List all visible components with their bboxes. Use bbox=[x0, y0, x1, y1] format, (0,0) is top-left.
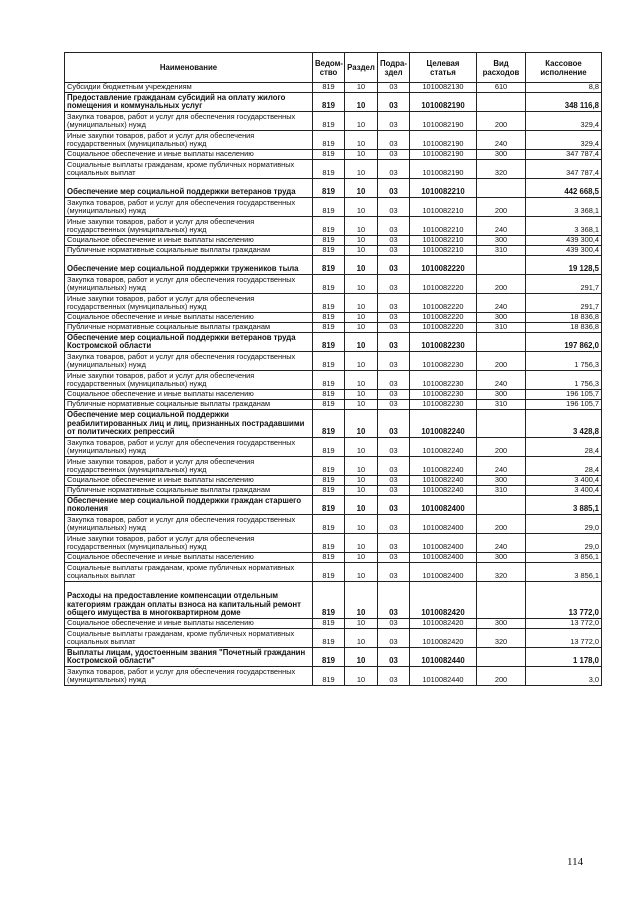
table-row bbox=[65, 667, 602, 686]
cell-name: Закупка товаров, работ и услуг для обеспечения государственных (муниципальных) нужд bbox=[65, 112, 313, 131]
cell-name: Иные закупки товаров, работ и услуг для обеспечения государственных (муниципальных) нужд bbox=[65, 131, 313, 150]
cell-department: 819 bbox=[313, 534, 345, 553]
cell-cash-execution: 439 300,4 bbox=[526, 236, 602, 246]
cell-section: 10 bbox=[345, 323, 378, 333]
cell-section: 10 bbox=[345, 371, 378, 390]
cell-section: 10 bbox=[345, 582, 378, 619]
cell-section: 10 bbox=[345, 486, 378, 496]
cell-department: 819 bbox=[313, 563, 345, 582]
cell-name: Социальное обеспечение и иные выплаты населению bbox=[65, 313, 313, 323]
header-cash-execution: Кассовое исполнение bbox=[526, 53, 602, 83]
table-row bbox=[65, 476, 602, 486]
cell-name: Социальные выплаты гражданам, кроме публичных нормативных социальных выплат bbox=[65, 629, 313, 648]
cell-expense-type: 200 bbox=[477, 198, 526, 217]
cell-cash-execution: 8,8 bbox=[526, 83, 602, 93]
cell-section: 10 bbox=[345, 438, 378, 457]
cell-target-article: 1010082400 bbox=[410, 515, 477, 534]
page-number: 114 bbox=[567, 856, 584, 868]
cell-subsection: 03 bbox=[378, 563, 410, 582]
cell-expense-type: 610 bbox=[477, 83, 526, 93]
cell-cash-execution: 347 787,4 bbox=[526, 160, 602, 179]
cell-department: 819 bbox=[313, 496, 345, 515]
cell-department: 819 bbox=[313, 217, 345, 236]
cell-expense-type: 200 bbox=[477, 515, 526, 534]
table-row bbox=[65, 438, 602, 457]
table-row bbox=[65, 371, 602, 390]
cell-section: 10 bbox=[345, 131, 378, 150]
cell-cash-execution: 347 787,4 bbox=[526, 150, 602, 160]
cell-target-article: 1010082190 bbox=[410, 150, 477, 160]
table-row bbox=[65, 390, 602, 400]
cell-subsection: 03 bbox=[378, 93, 410, 112]
cell-expense-type: 300 bbox=[477, 236, 526, 246]
cell-cash-execution: 13 772,0 bbox=[526, 619, 602, 629]
cell-subsection: 03 bbox=[378, 150, 410, 160]
cell-expense-type: 320 bbox=[477, 629, 526, 648]
cell-cash-execution: 29,0 bbox=[526, 534, 602, 553]
cell-target-article: 1010082190 bbox=[410, 112, 477, 131]
cell-department: 819 bbox=[313, 619, 345, 629]
cell-expense-type bbox=[477, 93, 526, 112]
cell-department: 819 bbox=[313, 323, 345, 333]
cell-target-article: 1010082190 bbox=[410, 131, 477, 150]
cell-section: 10 bbox=[345, 236, 378, 246]
cell-subsection: 03 bbox=[378, 256, 410, 275]
cell-expense-type bbox=[477, 256, 526, 275]
cell-department: 819 bbox=[313, 667, 345, 686]
cell-subsection: 03 bbox=[378, 131, 410, 150]
cell-cash-execution: 1 178,0 bbox=[526, 648, 602, 667]
table-row bbox=[65, 629, 602, 648]
cell-section: 10 bbox=[345, 179, 378, 198]
cell-section: 10 bbox=[345, 534, 378, 553]
cell-cash-execution: 3 428,8 bbox=[526, 410, 602, 438]
cell-section: 10 bbox=[345, 619, 378, 629]
cell-expense-type: 240 bbox=[477, 217, 526, 236]
cell-cash-execution: 442 668,5 bbox=[526, 179, 602, 198]
cell-section: 10 bbox=[345, 294, 378, 313]
header-target-article: Целевая статья bbox=[410, 53, 477, 83]
cell-subsection: 03 bbox=[378, 534, 410, 553]
table-row bbox=[65, 333, 602, 352]
cell-section: 10 bbox=[345, 246, 378, 256]
table-row bbox=[65, 553, 602, 563]
cell-section: 10 bbox=[345, 410, 378, 438]
cell-section: 10 bbox=[345, 400, 378, 410]
cell-expense-type: 240 bbox=[477, 371, 526, 390]
table-row bbox=[65, 534, 602, 553]
cell-department: 819 bbox=[313, 83, 345, 93]
cell-name: Закупка товаров, работ и услуг для обеспечения государственных (муниципальных) нужд bbox=[65, 438, 313, 457]
cell-department: 819 bbox=[313, 112, 345, 131]
cell-name: Обеспечение мер социальной поддержки граждан старшего поколения bbox=[65, 496, 313, 515]
cell-expense-type: 300 bbox=[477, 150, 526, 160]
cell-department: 819 bbox=[313, 313, 345, 323]
cell-expense-type: 300 bbox=[477, 553, 526, 563]
cell-target-article: 1010082210 bbox=[410, 246, 477, 256]
cell-cash-execution: 28,4 bbox=[526, 457, 602, 476]
table-row bbox=[65, 256, 602, 275]
cell-expense-type bbox=[477, 179, 526, 198]
cell-name: Социальное обеспечение и иные выплаты населению bbox=[65, 619, 313, 629]
cell-expense-type: 310 bbox=[477, 323, 526, 333]
cell-target-article: 1010082210 bbox=[410, 198, 477, 217]
table-row bbox=[65, 486, 602, 496]
cell-department: 819 bbox=[313, 93, 345, 112]
cell-cash-execution: 3 856,1 bbox=[526, 563, 602, 582]
table-row bbox=[65, 457, 602, 476]
cell-section: 10 bbox=[345, 217, 378, 236]
cell-section: 10 bbox=[345, 112, 378, 131]
cell-expense-type bbox=[477, 333, 526, 352]
cell-subsection: 03 bbox=[378, 629, 410, 648]
cell-subsection: 03 bbox=[378, 217, 410, 236]
cell-target-article: 1010082240 bbox=[410, 438, 477, 457]
cell-expense-type: 200 bbox=[477, 438, 526, 457]
cell-cash-execution: 291,7 bbox=[526, 275, 602, 294]
cell-cash-execution: 3,0 bbox=[526, 667, 602, 686]
cell-name: Обеспечение мер социальной поддержки ветеранов труда Костромской области bbox=[65, 333, 313, 352]
cell-target-article: 1010082230 bbox=[410, 371, 477, 390]
table-row bbox=[65, 563, 602, 582]
cell-cash-execution: 329,4 bbox=[526, 112, 602, 131]
cell-department: 819 bbox=[313, 179, 345, 198]
cell-target-article: 1010082190 bbox=[410, 93, 477, 112]
cell-cash-execution: 3 856,1 bbox=[526, 553, 602, 563]
cell-subsection: 03 bbox=[378, 323, 410, 333]
cell-cash-execution: 3 400,4 bbox=[526, 486, 602, 496]
cell-department: 819 bbox=[313, 256, 345, 275]
cell-section: 10 bbox=[345, 256, 378, 275]
cell-section: 10 bbox=[345, 648, 378, 667]
cell-name: Закупка товаров, работ и услуг для обеспечения государственных (муниципальных) нужд bbox=[65, 198, 313, 217]
cell-department: 819 bbox=[313, 131, 345, 150]
cell-subsection: 03 bbox=[378, 294, 410, 313]
cell-subsection: 03 bbox=[378, 179, 410, 198]
cell-cash-execution: 3 400,4 bbox=[526, 476, 602, 486]
cell-target-article: 1010082400 bbox=[410, 496, 477, 515]
cell-cash-execution: 3 368,1 bbox=[526, 198, 602, 217]
cell-cash-execution: 3 368,1 bbox=[526, 217, 602, 236]
cell-department: 819 bbox=[313, 333, 345, 352]
cell-target-article: 1010082210 bbox=[410, 236, 477, 246]
cell-subsection: 03 bbox=[378, 160, 410, 179]
header-name: Наименование bbox=[65, 53, 313, 83]
cell-section: 10 bbox=[345, 198, 378, 217]
cell-name: Расходы на предоставление компенсации отдельным категориям граждан оплаты взноса на капитальный ремонт общего имущества в многоквартирном доме bbox=[65, 582, 313, 619]
cell-name: Публичные нормативные социальные выплаты гражданам bbox=[65, 486, 313, 496]
cell-department: 819 bbox=[313, 160, 345, 179]
cell-expense-type: 310 bbox=[477, 400, 526, 410]
cell-cash-execution: 1 756,3 bbox=[526, 352, 602, 371]
cell-expense-type: 300 bbox=[477, 390, 526, 400]
cell-target-article: 1010082230 bbox=[410, 400, 477, 410]
cell-expense-type bbox=[477, 496, 526, 515]
table-row bbox=[65, 236, 602, 246]
cell-expense-type: 240 bbox=[477, 131, 526, 150]
cell-name: Обеспечение мер социальной поддержки тружеников тыла bbox=[65, 256, 313, 275]
cell-target-article: 1010082240 bbox=[410, 486, 477, 496]
cell-department: 819 bbox=[313, 150, 345, 160]
table-row bbox=[65, 619, 602, 629]
cell-target-article: 1010082130 bbox=[410, 83, 477, 93]
cell-cash-execution: 19 128,5 bbox=[526, 256, 602, 275]
table-row bbox=[65, 352, 602, 371]
cell-name: Социальное обеспечение и иные выплаты населению bbox=[65, 390, 313, 400]
cell-subsection: 03 bbox=[378, 582, 410, 619]
header-subsection: Подра- здел bbox=[378, 53, 410, 83]
cell-section: 10 bbox=[345, 629, 378, 648]
cell-name: Закупка товаров, работ и услуг для обеспечения государственных (муниципальных) нужд bbox=[65, 515, 313, 534]
cell-name: Социальное обеспечение и иные выплаты населению bbox=[65, 553, 313, 563]
cell-target-article: 1010082220 bbox=[410, 275, 477, 294]
cell-cash-execution: 3 885,1 bbox=[526, 496, 602, 515]
table-row bbox=[65, 294, 602, 313]
cell-department: 819 bbox=[313, 352, 345, 371]
cell-target-article: 1010082440 bbox=[410, 667, 477, 686]
cell-department: 819 bbox=[313, 457, 345, 476]
cell-expense-type: 300 bbox=[477, 619, 526, 629]
table-row bbox=[65, 323, 602, 333]
cell-cash-execution: 18 836,8 bbox=[526, 313, 602, 323]
cell-subsection: 03 bbox=[378, 457, 410, 476]
cell-department: 819 bbox=[313, 476, 345, 486]
cell-name: Закупка товаров, работ и услуг для обеспечения государственных (муниципальных) нужд bbox=[65, 352, 313, 371]
cell-section: 10 bbox=[345, 160, 378, 179]
table-row bbox=[65, 93, 602, 112]
cell-department: 819 bbox=[313, 198, 345, 217]
cell-department: 819 bbox=[313, 582, 345, 619]
cell-cash-execution: 196 105,7 bbox=[526, 390, 602, 400]
cell-subsection: 03 bbox=[378, 275, 410, 294]
table-row bbox=[65, 515, 602, 534]
cell-section: 10 bbox=[345, 93, 378, 112]
cell-target-article: 1010082240 bbox=[410, 410, 477, 438]
cell-expense-type: 310 bbox=[477, 246, 526, 256]
cell-cash-execution: 197 862,0 bbox=[526, 333, 602, 352]
cell-section: 10 bbox=[345, 563, 378, 582]
cell-name: Социальное обеспечение и иные выплаты населению bbox=[65, 476, 313, 486]
cell-target-article: 1010082190 bbox=[410, 160, 477, 179]
table-row bbox=[65, 400, 602, 410]
cell-cash-execution: 439 300,4 bbox=[526, 246, 602, 256]
cell-name: Обеспечение мер социальной поддержки ветеранов труда bbox=[65, 179, 313, 198]
cell-target-article: 1010082400 bbox=[410, 553, 477, 563]
cell-target-article: 1010082400 bbox=[410, 534, 477, 553]
cell-subsection: 03 bbox=[378, 619, 410, 629]
cell-subsection: 03 bbox=[378, 496, 410, 515]
cell-expense-type: 320 bbox=[477, 160, 526, 179]
cell-subsection: 03 bbox=[378, 246, 410, 256]
cell-subsection: 03 bbox=[378, 313, 410, 323]
cell-name: Публичные нормативные социальные выплаты гражданам bbox=[65, 246, 313, 256]
cell-target-article: 1010082230 bbox=[410, 352, 477, 371]
table-row bbox=[65, 198, 602, 217]
cell-cash-execution: 13 772,0 bbox=[526, 629, 602, 648]
cell-cash-execution: 18 836,8 bbox=[526, 323, 602, 333]
cell-expense-type bbox=[477, 582, 526, 619]
header-section: Раздел bbox=[345, 53, 378, 83]
cell-target-article: 1010082220 bbox=[410, 256, 477, 275]
table-row bbox=[65, 582, 602, 619]
cell-subsection: 03 bbox=[378, 112, 410, 131]
cell-cash-execution: 291,7 bbox=[526, 294, 602, 313]
cell-subsection: 03 bbox=[378, 410, 410, 438]
cell-name: Закупка товаров, работ и услуг для обеспечения государственных (муниципальных) нужд bbox=[65, 275, 313, 294]
cell-expense-type: 300 bbox=[477, 476, 526, 486]
cell-target-article: 1010082420 bbox=[410, 629, 477, 648]
cell-name: Выплаты лицам, удостоенным звания "Почетный гражданин Костромской области" bbox=[65, 648, 313, 667]
cell-subsection: 03 bbox=[378, 515, 410, 534]
cell-expense-type: 200 bbox=[477, 667, 526, 686]
cell-section: 10 bbox=[345, 352, 378, 371]
cell-subsection: 03 bbox=[378, 83, 410, 93]
cell-section: 10 bbox=[345, 313, 378, 323]
cell-name: Закупка товаров, работ и услуг для обеспечения государственных (муниципальных) нужд bbox=[65, 667, 313, 686]
cell-subsection: 03 bbox=[378, 667, 410, 686]
cell-cash-execution: 329,4 bbox=[526, 131, 602, 150]
table-row bbox=[65, 131, 602, 150]
cell-name: Социальные выплаты гражданам, кроме публичных нормативных социальных выплат bbox=[65, 160, 313, 179]
cell-subsection: 03 bbox=[378, 553, 410, 563]
cell-subsection: 03 bbox=[378, 400, 410, 410]
cell-target-article: 1010082210 bbox=[410, 217, 477, 236]
table-row bbox=[65, 83, 602, 93]
cell-section: 10 bbox=[345, 553, 378, 563]
cell-name: Иные закупки товаров, работ и услуг для обеспечения государственных (муниципальных) нужд bbox=[65, 217, 313, 236]
cell-section: 10 bbox=[345, 390, 378, 400]
table-row bbox=[65, 275, 602, 294]
cell-expense-type: 320 bbox=[477, 563, 526, 582]
table-row bbox=[65, 150, 602, 160]
cell-section: 10 bbox=[345, 476, 378, 486]
cell-cash-execution: 348 116,8 bbox=[526, 93, 602, 112]
cell-department: 819 bbox=[313, 294, 345, 313]
cell-department: 819 bbox=[313, 553, 345, 563]
header-department: Ведом- ство bbox=[313, 53, 345, 83]
cell-target-article: 1010082400 bbox=[410, 563, 477, 582]
cell-expense-type: 200 bbox=[477, 112, 526, 131]
cell-expense-type: 310 bbox=[477, 486, 526, 496]
cell-expense-type bbox=[477, 410, 526, 438]
table-row bbox=[65, 648, 602, 667]
cell-target-article: 1010082240 bbox=[410, 476, 477, 486]
table-header-row bbox=[65, 53, 602, 83]
table-body bbox=[65, 83, 602, 686]
cell-department: 819 bbox=[313, 400, 345, 410]
cell-department: 819 bbox=[313, 629, 345, 648]
cell-department: 819 bbox=[313, 486, 345, 496]
cell-name: Субсидии бюджетным учреждениям bbox=[65, 83, 313, 93]
cell-target-article: 1010082220 bbox=[410, 313, 477, 323]
cell-target-article: 1010082240 bbox=[410, 457, 477, 476]
table-row bbox=[65, 410, 602, 438]
cell-subsection: 03 bbox=[378, 648, 410, 667]
cell-cash-execution: 28,4 bbox=[526, 438, 602, 457]
cell-section: 10 bbox=[345, 83, 378, 93]
cell-name: Иные закупки товаров, работ и услуг для обеспечения государственных (муниципальных) нужд bbox=[65, 457, 313, 476]
cell-cash-execution: 13 772,0 bbox=[526, 582, 602, 619]
cell-section: 10 bbox=[345, 515, 378, 534]
cell-target-article: 1010082220 bbox=[410, 323, 477, 333]
cell-department: 819 bbox=[313, 390, 345, 400]
table-row bbox=[65, 217, 602, 236]
cell-target-article: 1010082230 bbox=[410, 390, 477, 400]
cell-target-article: 1010082220 bbox=[410, 294, 477, 313]
cell-name: Иные закупки товаров, работ и услуг для обеспечения государственных (муниципальных) нужд bbox=[65, 371, 313, 390]
table-row bbox=[65, 179, 602, 198]
cell-cash-execution: 1 756,3 bbox=[526, 371, 602, 390]
cell-subsection: 03 bbox=[378, 236, 410, 246]
cell-expense-type bbox=[477, 648, 526, 667]
cell-section: 10 bbox=[345, 275, 378, 294]
cell-department: 819 bbox=[313, 515, 345, 534]
cell-expense-type: 300 bbox=[477, 313, 526, 323]
cell-expense-type: 240 bbox=[477, 294, 526, 313]
cell-subsection: 03 bbox=[378, 198, 410, 217]
cell-target-article: 1010082420 bbox=[410, 582, 477, 619]
cell-name: Иные закупки товаров, работ и услуг для обеспечения государственных (муниципальных) нужд bbox=[65, 534, 313, 553]
cell-subsection: 03 bbox=[378, 438, 410, 457]
cell-subsection: 03 bbox=[378, 486, 410, 496]
cell-department: 819 bbox=[313, 438, 345, 457]
cell-name: Предоставление гражданам субсидий на оплату жилого помещения и коммунальных услуг bbox=[65, 93, 313, 112]
cell-name: Иные закупки товаров, работ и услуг для обеспечения государственных (муниципальных) нужд bbox=[65, 294, 313, 313]
cell-department: 819 bbox=[313, 371, 345, 390]
cell-section: 10 bbox=[345, 496, 378, 515]
budget-table bbox=[64, 52, 602, 686]
cell-name: Обеспечение мер социальной поддержки реабилитированных лиц и лиц, признанных пострадавшими от политических репрессий bbox=[65, 410, 313, 438]
cell-name: Публичные нормативные социальные выплаты гражданам bbox=[65, 400, 313, 410]
cell-subsection: 03 bbox=[378, 352, 410, 371]
cell-name: Социальное обеспечение и иные выплаты населению bbox=[65, 150, 313, 160]
cell-name: Социальное обеспечение и иные выплаты населению bbox=[65, 236, 313, 246]
cell-department: 819 bbox=[313, 236, 345, 246]
table-row bbox=[65, 160, 602, 179]
table-row bbox=[65, 246, 602, 256]
cell-section: 10 bbox=[345, 333, 378, 352]
cell-name: Публичные нормативные социальные выплаты гражданам bbox=[65, 323, 313, 333]
table-row bbox=[65, 112, 602, 131]
cell-target-article: 1010082230 bbox=[410, 333, 477, 352]
table-row bbox=[65, 496, 602, 515]
header-expense-type: Вид расходов bbox=[477, 53, 526, 83]
cell-expense-type: 200 bbox=[477, 352, 526, 371]
cell-department: 819 bbox=[313, 410, 345, 438]
cell-target-article: 1010082210 bbox=[410, 179, 477, 198]
table-row bbox=[65, 313, 602, 323]
cell-target-article: 1010082440 bbox=[410, 648, 477, 667]
cell-department: 819 bbox=[313, 275, 345, 294]
cell-subsection: 03 bbox=[378, 371, 410, 390]
cell-section: 10 bbox=[345, 150, 378, 160]
cell-section: 10 bbox=[345, 457, 378, 476]
cell-subsection: 03 bbox=[378, 476, 410, 486]
cell-target-article: 1010082420 bbox=[410, 619, 477, 629]
cell-expense-type: 240 bbox=[477, 457, 526, 476]
cell-cash-execution: 29,0 bbox=[526, 515, 602, 534]
cell-subsection: 03 bbox=[378, 333, 410, 352]
cell-department: 819 bbox=[313, 246, 345, 256]
cell-section: 10 bbox=[345, 667, 378, 686]
cell-cash-execution: 196 105,7 bbox=[526, 400, 602, 410]
cell-expense-type: 240 bbox=[477, 534, 526, 553]
cell-name: Социальные выплаты гражданам, кроме публичных нормативных социальных выплат bbox=[65, 563, 313, 582]
cell-department: 819 bbox=[313, 648, 345, 667]
cell-expense-type: 200 bbox=[477, 275, 526, 294]
cell-subsection: 03 bbox=[378, 390, 410, 400]
